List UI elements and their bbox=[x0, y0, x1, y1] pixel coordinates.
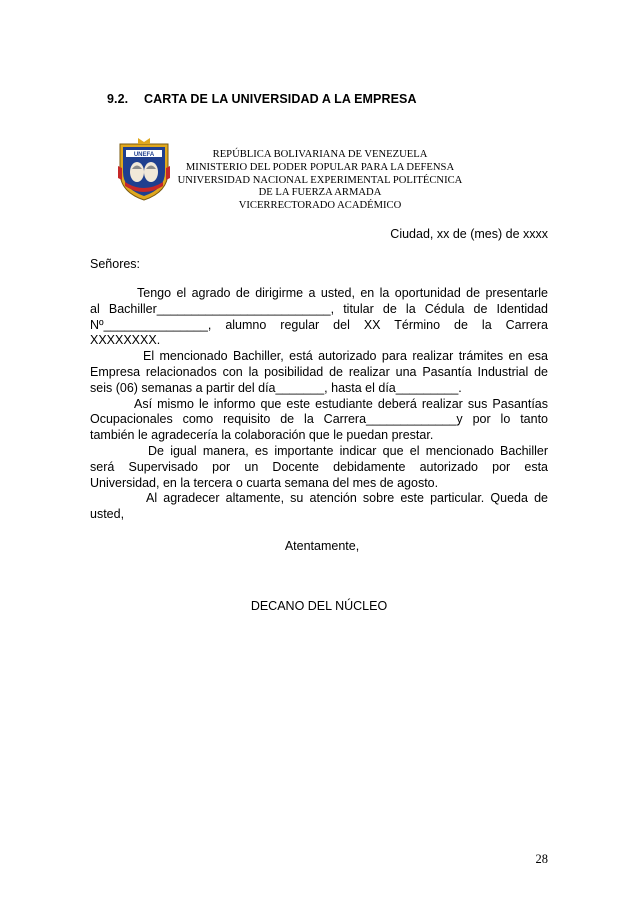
salutation: Señores: bbox=[90, 257, 141, 271]
closing: Atentamente, bbox=[284, 539, 360, 553]
letter-body bbox=[90, 286, 548, 523]
body-line: será Supervisado por un Docente debidamente autorizado por esta bbox=[90, 459, 548, 474]
body-line: al Bachiller_________________________, titular de la Cédula de Identidad bbox=[90, 301, 548, 316]
body-line: usted, bbox=[90, 507, 125, 522]
letterhead-line: VICERRECTORADO ACADÉMICO bbox=[238, 200, 402, 212]
body-line: De igual manera, es importante indicar que el mencionado Bachiller bbox=[148, 443, 548, 458]
body-line: también le agradecería la colaboración que le puedan prestar. bbox=[90, 428, 434, 443]
body-line: Empresa relacionados con la posibilidad de realizar una Pasantía Industrial de bbox=[90, 364, 548, 379]
letterhead bbox=[172, 149, 468, 213]
body-line: Nº_______________, alumno regular del XX Término de la Carrera bbox=[90, 317, 548, 332]
body-line: seis (06) semanas a partir del día_______, hasta el día_________. bbox=[90, 380, 462, 395]
letterhead-line: MINISTERIO DEL PODER POPULAR PARA LA DEFENSA bbox=[185, 161, 455, 173]
body-line: Tengo el agrado de dirigirme a usted, en la oportunidad de presentarle bbox=[137, 286, 548, 300]
letterhead-line: UNIVERSIDAD NACIONAL EXPERIMENTAL POLITÉCNICA bbox=[177, 174, 463, 186]
body-line: Así mismo le informo que este estudiante deberá realizar sus Pasantías bbox=[134, 396, 548, 411]
letterhead-line: DE LA FUERZA ARMADA bbox=[258, 187, 382, 199]
body-line: El mencionado Bachiller, está autorizado para realizar trámites en esa bbox=[143, 349, 548, 364]
university-crest-icon bbox=[116, 136, 172, 202]
body-line: Ocupacionales como requisito de la Carrera_____________y por lo tanto bbox=[90, 412, 548, 427]
body-line: Al agradecer altamente, su atención sobre este particular. Queda de bbox=[146, 491, 548, 506]
letterhead-line: REPÚBLICA BOLIVARIANA DE VENEZUELA bbox=[212, 149, 428, 160]
page-number: 28 bbox=[535, 852, 548, 866]
body-line: XXXXXXXX. bbox=[90, 333, 161, 348]
section-heading bbox=[107, 92, 417, 106]
signature-title: DECANO DEL NÚCLEO bbox=[250, 599, 388, 613]
body-line: Universidad, en la tercera o cuarta semana del mes de agosto. bbox=[90, 475, 439, 490]
section-title: CARTA DE LA UNIVERSIDAD A LA EMPRESA bbox=[144, 92, 417, 106]
section-number: 9.2. bbox=[107, 92, 129, 106]
crest-motto: UNEFA bbox=[133, 152, 155, 158]
date-line: Ciudad, xx de (mes) de xxxx bbox=[390, 227, 548, 241]
